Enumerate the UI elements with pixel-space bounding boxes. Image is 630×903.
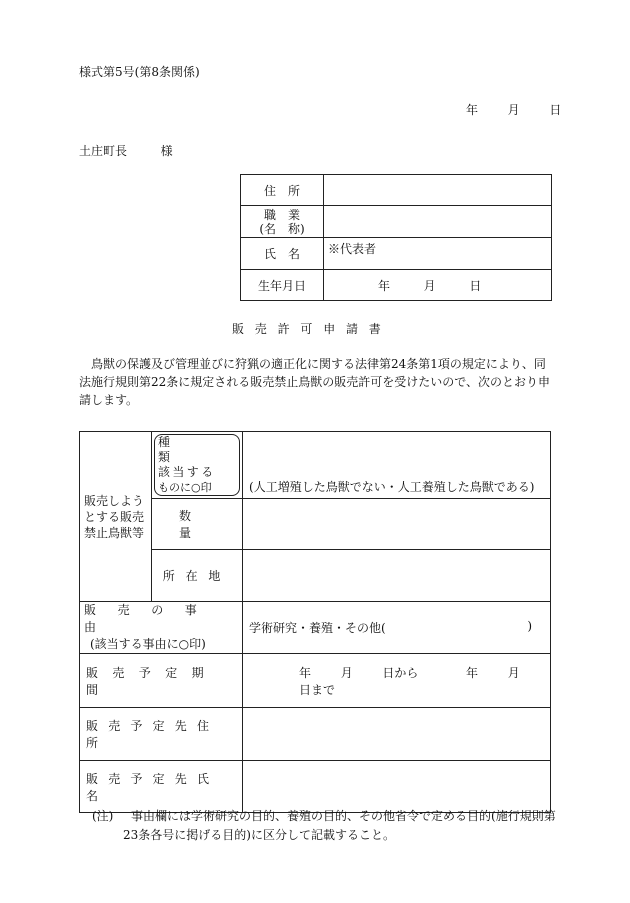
quantity-label: 数 量 bbox=[152, 499, 243, 550]
note-prefix: (注) bbox=[92, 809, 114, 823]
date-year: 年 bbox=[466, 103, 479, 117]
dest-name-field[interactable] bbox=[243, 761, 551, 813]
body-text: 鳥獣の保護及び管理並びに狩猟の適正化に関する法律第24条第1項の規定により、同法施行規則第22条に規定される販売禁止鳥獣の販売許可を受けたいので、次のとおり申請します。 bbox=[79, 357, 551, 407]
location-field[interactable] bbox=[243, 550, 551, 602]
reason-value[interactable]: 学術研究・養殖・その他( ) bbox=[243, 602, 551, 654]
kind-label: 種 類 該当する ものに○印 bbox=[152, 432, 243, 499]
date-line bbox=[466, 101, 561, 118]
dest-address-label: 販売予定先住所 bbox=[80, 708, 243, 761]
kind-value[interactable]: (人工増殖した鳥獣でない・人工養殖した鳥獣である) bbox=[243, 432, 551, 499]
addressee-honorific: 様 bbox=[160, 144, 173, 158]
date-month: 月 bbox=[507, 103, 520, 117]
period-label: 販売予定期間 bbox=[80, 654, 243, 708]
document-title: 販売許可申請書 bbox=[232, 322, 392, 336]
main-table bbox=[79, 431, 551, 813]
addressee bbox=[79, 142, 173, 159]
form-number: 様式第5号(第8条関係) bbox=[79, 65, 200, 79]
occupation-field[interactable] bbox=[324, 206, 552, 238]
location-label: 所在地 bbox=[152, 550, 243, 602]
note-text-2: 23条各号に掲げる目的)に区分して記載すること。 bbox=[123, 828, 395, 842]
applicant-table bbox=[240, 174, 552, 301]
date-day: 日 bbox=[549, 103, 562, 117]
address-label: 住 所 bbox=[241, 175, 324, 206]
quantity-field[interactable] bbox=[243, 499, 551, 550]
group-label: 販売しようとする販売禁止鳥獣等 bbox=[80, 432, 152, 602]
dest-name-label: 販売予定先氏名 bbox=[80, 761, 243, 813]
note-line-1 bbox=[92, 807, 556, 824]
note-text-1: 事由欄には学術研究の目的、養殖の目的、その他省令で定める目的(施行規則第 bbox=[131, 809, 556, 823]
name-field[interactable] bbox=[324, 238, 552, 270]
occupation-label: 職 業 (名 称) bbox=[241, 206, 324, 238]
address-field[interactable] bbox=[324, 175, 552, 206]
period-value[interactable]: 年 月 日から 年 月 日まで bbox=[243, 654, 551, 708]
dest-address-field[interactable] bbox=[243, 708, 551, 761]
birthdate-label: 生年月日 bbox=[241, 270, 324, 301]
name-label: 氏 名 bbox=[241, 238, 324, 270]
addressee-name: 土庄町長 bbox=[79, 144, 128, 158]
name-note: ※代表者 bbox=[328, 242, 377, 256]
birthdate-field[interactable]: 年 月 日 bbox=[324, 270, 552, 301]
reason-label: 販売の事由 (該当する事由に○印) bbox=[80, 602, 243, 654]
